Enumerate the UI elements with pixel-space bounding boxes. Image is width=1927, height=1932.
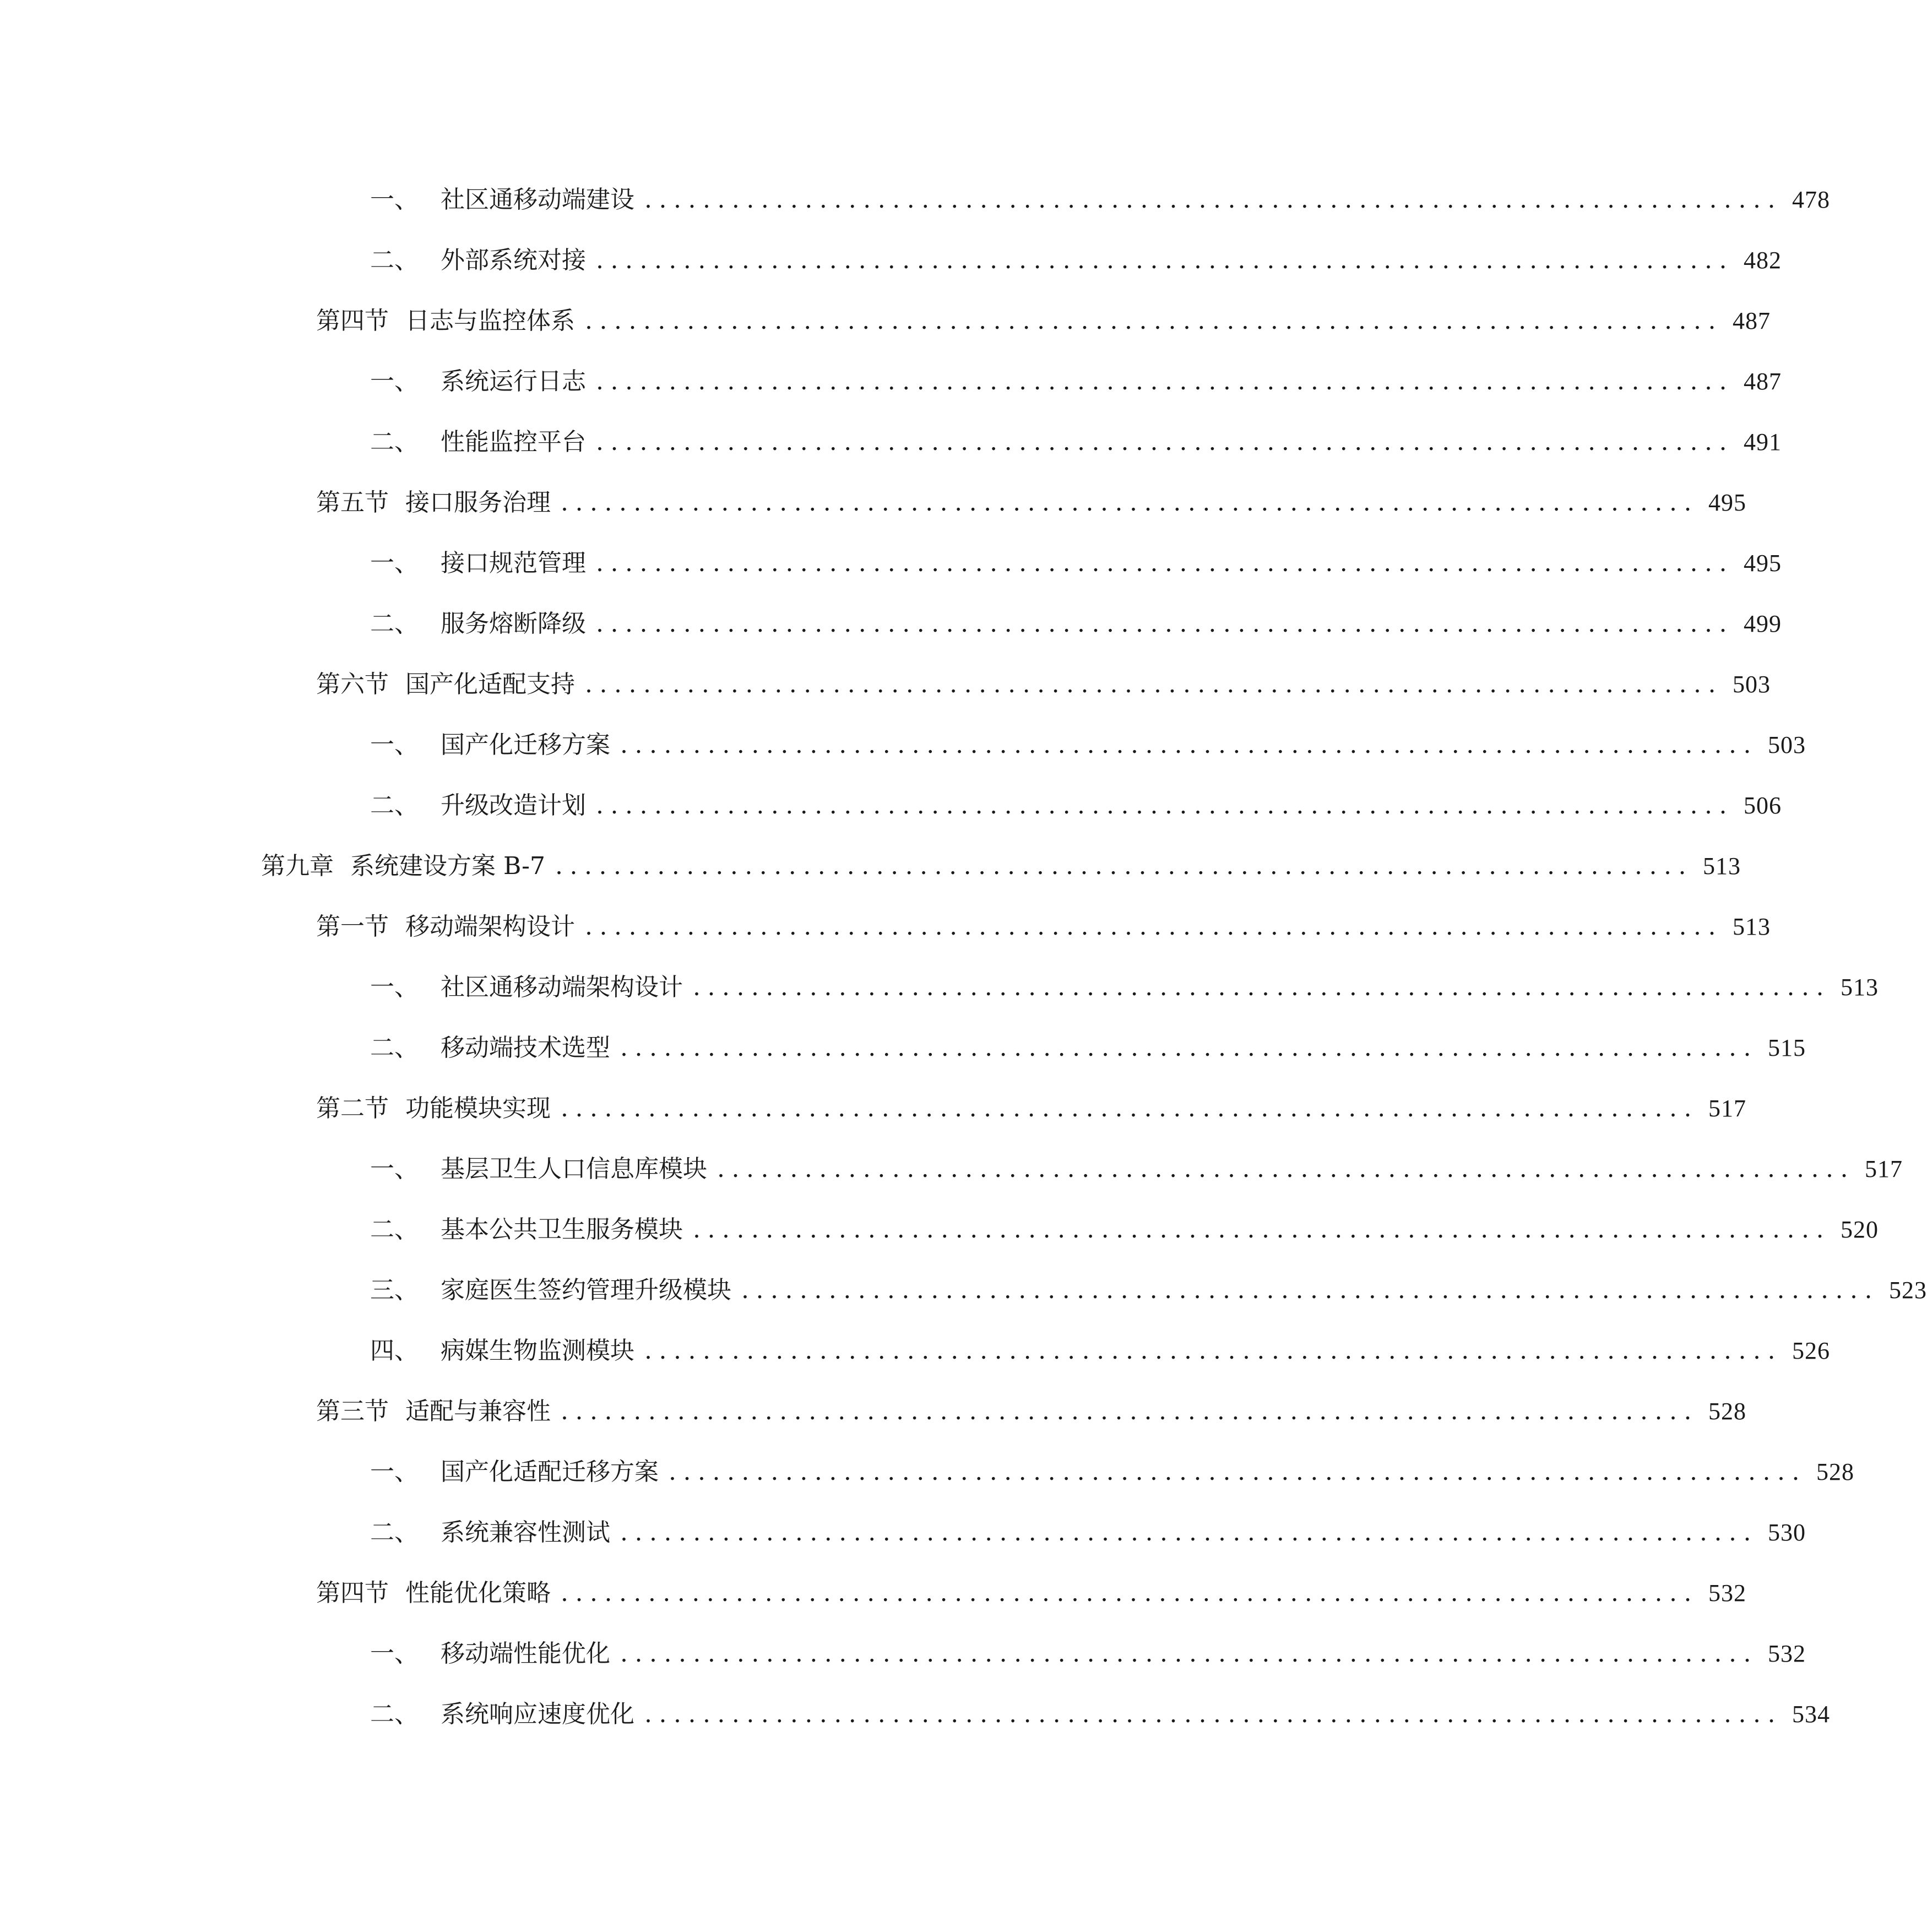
toc-entry-label (370, 1215, 683, 1245)
toc-entry-number: 一、 (370, 1155, 419, 1184)
toc-entry[interactable] (370, 1504, 1806, 1548)
toc-entry-number: 第四节 (316, 307, 389, 335)
toc-leader-dots: .............................................................................. (644, 1337, 1782, 1365)
toc-entry[interactable] (370, 595, 1782, 639)
toc-entry[interactable] (370, 352, 1782, 397)
toc-entry[interactable] (370, 777, 1782, 821)
toc-entry-label (370, 367, 586, 397)
toc-entry[interactable] (370, 1322, 1830, 1366)
toc-entry-page: 491 (1743, 428, 1782, 456)
toc-entry-page: 523 (1888, 1277, 1927, 1304)
toc-leader-dots: .............................................................................. (596, 367, 1734, 396)
toc-entry-page: 499 (1743, 610, 1782, 638)
toc-entry-number: 第六节 (316, 670, 389, 699)
toc-entry-page: 528 (1708, 1398, 1746, 1425)
toc-entry-title: 移动端技术选型 (441, 1034, 610, 1062)
toc-leader-dots: .............................................................................. (620, 1640, 1758, 1668)
toc-entry-title: 系统运行日志 (441, 367, 586, 396)
toc-entry-number: 三、 (370, 1276, 419, 1305)
toc-entry-label (370, 1034, 610, 1063)
toc-entry-number: 一、 (370, 1640, 419, 1668)
toc-entry-page: 517 (1864, 1155, 1903, 1183)
toc-leader-dots: .............................................................................. (620, 1518, 1758, 1547)
toc-entry-page: 506 (1743, 792, 1782, 820)
toc-entry[interactable] (370, 1140, 1903, 1184)
toc-entry-label (370, 1700, 634, 1729)
toc-entry-label (316, 670, 575, 699)
toc-leader-dots: .............................................................................. (596, 791, 1734, 820)
toc-leader-dots: .............................................................................. (596, 549, 1734, 578)
toc-entry-number: 二、 (370, 791, 419, 820)
toc-entry[interactable] (370, 231, 1782, 275)
toc-entry-number: 二、 (370, 246, 419, 275)
toc-leader-dots: .............................................................................. (669, 1458, 1806, 1486)
toc-leader-dots: .............................................................................. (644, 186, 1782, 214)
toc-entry-number: 一、 (370, 549, 419, 578)
toc-entry[interactable] (370, 716, 1806, 760)
toc-leader-dots: .............................................................................. (644, 1700, 1782, 1729)
toc-entry-label (370, 1518, 610, 1548)
toc-entry-number: 第四节 (316, 1579, 389, 1608)
toc-entry-number: 一、 (370, 731, 419, 759)
toc-leader-dots: .............................................................................. (585, 913, 1723, 941)
toc-entry[interactable] (316, 1564, 1746, 1608)
toc-leader-dots: .............................................................................. (561, 489, 1698, 517)
toc-leader-dots: .............................................................................. (561, 1397, 1698, 1426)
toc-entry-number: 二、 (370, 428, 419, 457)
toc-leader-dots: .............................................................................. (561, 1579, 1698, 1608)
toc-entry-title: 系统响应速度优化 (441, 1700, 634, 1729)
toc-entry[interactable] (316, 474, 1746, 518)
toc-entry-title: 社区通移动端架构设计 (441, 973, 683, 1002)
toc-entry-page: 503 (1732, 671, 1771, 698)
toc-entry[interactable] (370, 1201, 1879, 1245)
toc-entry-page: 534 (1792, 1701, 1830, 1728)
toc-entry-page: 532 (1708, 1580, 1746, 1607)
toc-entry-label (370, 610, 586, 639)
toc-entry-title: 基层卫生人口信息库模块 (441, 1155, 707, 1184)
toc-entry-number: 二、 (370, 1700, 419, 1729)
toc-entry-number: 二、 (370, 1215, 419, 1244)
toc-leader-dots: .............................................................................. (620, 1034, 1758, 1062)
toc-entry-title: 移动端性能优化 (441, 1640, 610, 1668)
toc-entry-page: 513 (1732, 913, 1771, 941)
toc-entry-number: 第九章 (261, 852, 334, 881)
toc-entry-label (370, 1458, 659, 1487)
toc-entry-title: 外部系统对接 (441, 246, 586, 275)
toc-entry-title: 基本公共卫生服务模块 (441, 1215, 683, 1244)
toc-entry-label (370, 549, 586, 578)
toc-entry-title: 病媒生物监测模块 (441, 1337, 634, 1365)
toc-entry[interactable] (370, 1685, 1830, 1729)
toc-entry-label (370, 186, 634, 215)
toc-leader-dots: .............................................................................. (741, 1276, 1879, 1305)
toc-entry[interactable] (316, 898, 1771, 942)
toc-leader-dots: .............................................................................. (561, 1094, 1698, 1123)
toc-entry-label (370, 246, 586, 275)
toc-entry-page: 495 (1708, 489, 1746, 517)
toc-entry-page: 487 (1732, 307, 1771, 335)
toc-entry-label (261, 852, 545, 881)
toc-entry-page: 478 (1792, 186, 1830, 214)
toc-entry-page: 532 (1767, 1640, 1806, 1668)
toc-entry-label (370, 1155, 707, 1184)
toc-entry[interactable] (316, 1079, 1746, 1124)
toc-entry[interactable] (370, 171, 1830, 215)
toc-entry-title: 国产化适配迁移方案 (441, 1458, 659, 1486)
toc-entry-title: 功能模块实现 (405, 1094, 551, 1123)
toc-entry-title: 移动端架构设计 (405, 913, 575, 941)
toc-entry-number: 第五节 (316, 489, 389, 517)
toc-entry-number: 一、 (370, 973, 419, 1002)
toc-entry-page: 530 (1767, 1519, 1806, 1546)
toc-entry-title: 国产化适配支持 (405, 670, 575, 699)
toc-entry-label (370, 428, 586, 457)
toc-leader-dots: .............................................................................. (693, 1215, 1831, 1244)
toc-entry[interactable] (370, 958, 1879, 1002)
toc-leader-dots: .............................................................................. (585, 670, 1723, 699)
toc-leader-dots: .............................................................................. (596, 246, 1734, 275)
toc-entry-title: 日志与监控体系 (405, 307, 575, 335)
toc-entry[interactable] (370, 1019, 1806, 1063)
toc-entry-page: 528 (1816, 1458, 1854, 1486)
toc-entry-number: 四、 (370, 1337, 419, 1365)
toc-entry-title: 性能优化策略 (405, 1579, 551, 1608)
toc-leader-dots: .............................................................................. (717, 1155, 1855, 1184)
toc-entry-page: 482 (1743, 247, 1782, 274)
toc-entry-label (316, 1397, 551, 1426)
toc-entry[interactable] (316, 292, 1771, 336)
toc-entry[interactable] (370, 1625, 1806, 1669)
toc-entry-number: 一、 (370, 367, 419, 396)
toc-entry-title: 接口服务治理 (405, 489, 551, 517)
toc-entry-number: 一、 (370, 1458, 419, 1486)
toc-entry-page: 513 (1702, 853, 1741, 880)
toc-entry[interactable] (316, 1382, 1746, 1426)
toc-entry-label (316, 913, 575, 942)
toc-entry-label (316, 489, 551, 518)
toc-leader-dots: .............................................................................. (555, 852, 1693, 881)
toc-entry-label (370, 1276, 731, 1305)
toc-entry-label (370, 973, 683, 1002)
toc-leader-dots: .............................................................................. (693, 973, 1831, 1002)
toc-entry-number: 二、 (370, 1034, 419, 1062)
toc-entry-title: 服务熔断降级 (441, 610, 586, 638)
toc-entry-page: 513 (1840, 974, 1879, 1001)
toc-leader-dots: .............................................................................. (585, 307, 1723, 335)
toc-leader-dots: .............................................................................. (620, 731, 1758, 759)
toc-entry-number: 第一节 (316, 913, 389, 941)
toc-entry-label (316, 307, 575, 336)
toc-entry-page: 487 (1743, 368, 1782, 395)
toc-leader-dots: .............................................................................. (596, 610, 1734, 638)
toc-entry-number: 一、 (370, 186, 419, 214)
toc-entry-label (370, 731, 610, 760)
toc-entry-title: 家庭医生签约管理升级模块 (441, 1276, 731, 1305)
toc-entry[interactable] (316, 655, 1771, 699)
toc-entry-title: 国产化迁移方案 (441, 731, 610, 759)
toc-entry[interactable] (370, 534, 1782, 578)
toc-entry-page: 503 (1767, 731, 1806, 759)
toc-entry-number: 第二节 (316, 1094, 389, 1123)
toc-entry-page: 526 (1792, 1337, 1830, 1365)
toc-entry-page: 517 (1708, 1095, 1746, 1122)
toc-entry-title: 升级改造计划 (441, 791, 586, 820)
toc-entry-title: 性能监控平台 (441, 428, 586, 457)
toc-entry-title: 接口规范管理 (441, 549, 586, 578)
toc-entry-number: 第三节 (316, 1397, 389, 1426)
toc-entry-label (316, 1094, 551, 1124)
toc-entry-label (370, 1640, 610, 1669)
toc-entry-label (316, 1579, 551, 1608)
toc-entry-label (370, 791, 586, 821)
toc-entry-label (370, 1337, 634, 1366)
toc-entry-page: 515 (1767, 1034, 1806, 1062)
toc-entry-number: 二、 (370, 610, 419, 638)
toc-entry-title: 系统建设方案 B-7 (350, 852, 545, 881)
toc-entry[interactable] (370, 413, 1782, 457)
toc-entry-page: 495 (1743, 550, 1782, 577)
toc-entry-title: 社区通移动端建设 (441, 186, 634, 214)
toc-entry-number: 二、 (370, 1518, 419, 1547)
toc-entry[interactable] (261, 837, 1741, 881)
toc-entry[interactable] (370, 1443, 1854, 1487)
toc-entry-page: 520 (1840, 1216, 1879, 1244)
toc-leader-dots: .............................................................................. (596, 428, 1734, 457)
toc-entry-title: 系统兼容性测试 (441, 1518, 610, 1547)
toc-entry[interactable] (370, 1261, 1927, 1305)
toc-entry-title: 适配与兼容性 (405, 1397, 551, 1426)
